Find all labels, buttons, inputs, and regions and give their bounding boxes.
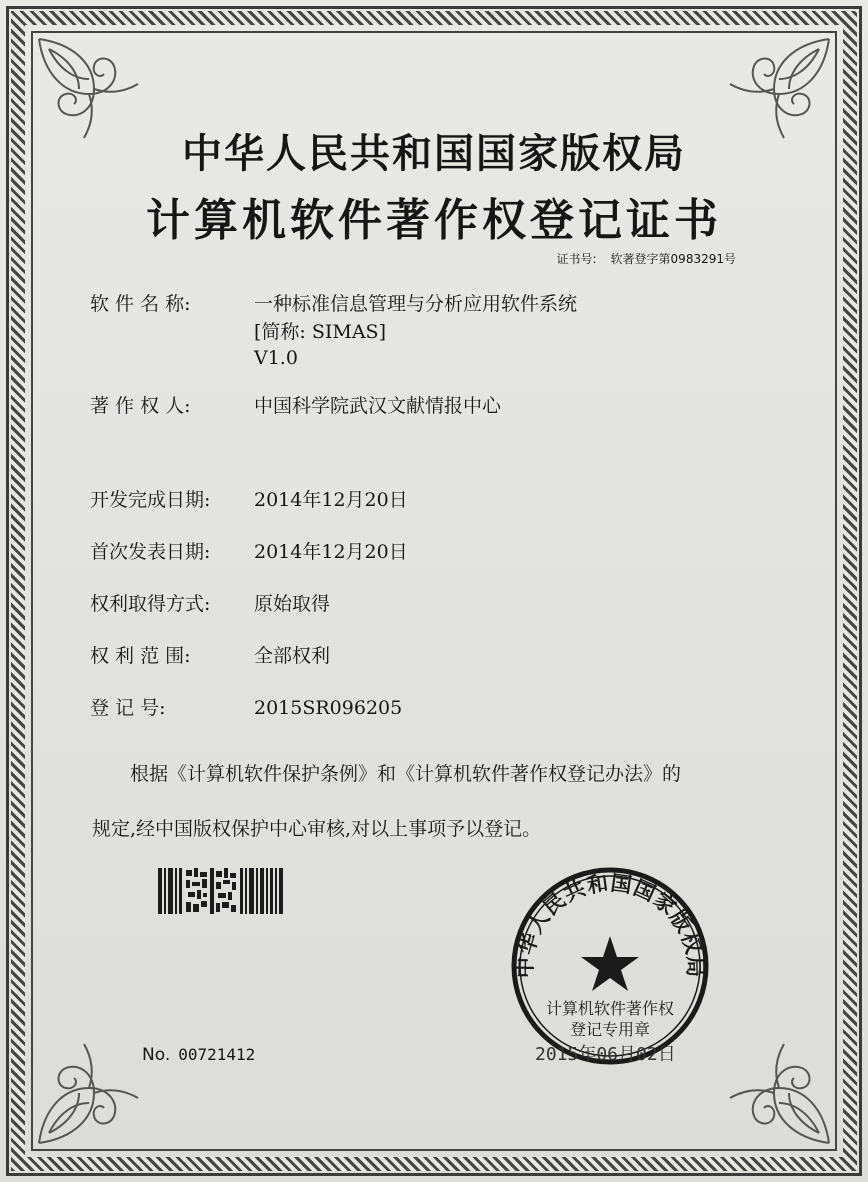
- dev-date-value: 2014年12月20日: [254, 489, 408, 511]
- owner-row: [90, 392, 501, 420]
- body-paragraph-2: 规定,经中国版权保护中心审核,对以上事项予以登记。: [92, 818, 542, 840]
- seal-line-2: 登记专用章: [569, 1020, 651, 1039]
- software-version: V1.0: [254, 347, 298, 369]
- software-name-label: 软 件 名 称:: [90, 293, 191, 315]
- owner-value: 中国科学院武汉文献情报中心: [254, 395, 502, 417]
- software-name-value: 一种标准信息管理与分析应用软件系统: [254, 293, 578, 315]
- certificate-title: 计算机软件著作权登记证书: [146, 195, 722, 246]
- certificate-number: [557, 250, 737, 267]
- reg-no-row: [90, 694, 402, 722]
- barcode-icon: [158, 868, 286, 914]
- software-name-row: [90, 290, 577, 318]
- issuer-title: 中华人民共和国国家版权局: [182, 131, 686, 177]
- software-short-name: [简称: SIMAS]: [254, 321, 386, 343]
- pub-date-value: 2014年12月20日: [254, 541, 408, 563]
- acquire-value: 原始取得: [254, 593, 331, 615]
- corner-ornament-icon: [724, 1038, 834, 1148]
- seal-arc-text: 中华人民共和国国家版权局: [512, 870, 708, 979]
- pub-date-row: [90, 538, 408, 566]
- scope-row: [90, 642, 330, 670]
- corner-ornament-icon: [34, 1038, 144, 1148]
- official-seal-icon: [510, 866, 710, 1066]
- scope-value: 全部权利: [254, 645, 331, 667]
- seal-line-1: 计算机软件著作权: [545, 999, 675, 1018]
- acquire-label: 权利取得方式:: [90, 593, 211, 615]
- owner-label: 著 作 权 人:: [90, 395, 191, 417]
- serial-label: No.: [142, 1045, 171, 1065]
- scope-label: 权 利 范 围:: [90, 645, 191, 667]
- serial-number: [142, 1045, 255, 1065]
- serial-value: 00721412: [178, 1045, 256, 1064]
- dev-date-label: 开发完成日期:: [90, 489, 211, 511]
- body-paragraph-1: 根据《计算机软件保护条例》和《计算机软件著作权登记办法》的: [130, 763, 682, 785]
- reg-no-label: 登 记 号:: [90, 697, 166, 719]
- certificate-number-label: 证书号:: [556, 252, 597, 266]
- acquire-row: [90, 590, 330, 618]
- pub-date-label: 首次发表日期:: [90, 541, 211, 563]
- reg-no-value: 2015SR096205: [254, 697, 403, 719]
- certificate-number-value: 软著登字第0983291号: [610, 252, 736, 266]
- dev-date-row: [90, 486, 408, 514]
- seal-date: 2015年06月02日: [535, 1044, 676, 1065]
